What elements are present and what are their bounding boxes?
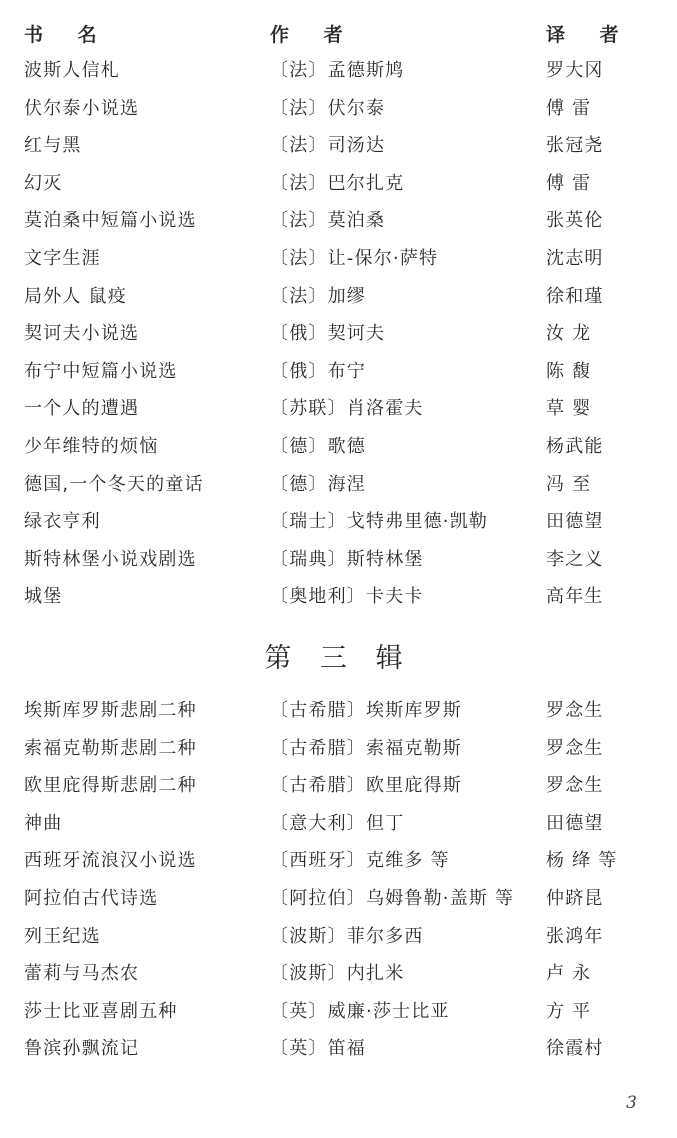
book-row	[0, 172, 677, 210]
author-column-header: 作 者	[270, 24, 357, 46]
book-title: 契诃夫小说选	[24, 323, 140, 345]
book-translator: 张冠尧	[546, 135, 604, 157]
book-translator: 田德望	[546, 812, 604, 834]
book-translator: 仲跻昆	[546, 887, 604, 909]
book-translator: 罗念生	[546, 737, 604, 759]
book-title: 文字生涯	[24, 247, 101, 269]
book-translator: 杨 绛 等	[546, 850, 618, 872]
book-translator: 李之义	[546, 548, 604, 570]
book-row	[0, 209, 677, 247]
book-translator: 罗大冈	[546, 60, 604, 81]
book-translator: 罗念生	[546, 775, 604, 797]
book-title: 城堡	[24, 586, 63, 608]
book-title: 红与黑	[24, 135, 82, 157]
page-number: 3	[626, 1093, 637, 1113]
book-author: 〔古希腊〕欧里庇得斯	[270, 775, 462, 797]
book-title: 少年维特的烦恼	[24, 435, 159, 457]
book-author: 〔波斯〕菲尔多西	[270, 925, 424, 947]
book-translator: 杨武能	[546, 435, 604, 457]
book-translator: 傅 雷	[546, 97, 592, 119]
book-row	[0, 737, 677, 775]
book-title: 伏尔泰小说选	[24, 97, 140, 119]
book-translator: 高年生	[546, 586, 604, 608]
book-author: 〔古希腊〕埃斯库罗斯	[270, 700, 462, 721]
book-row	[0, 285, 677, 323]
book-row	[0, 59, 677, 97]
book-row	[0, 774, 677, 812]
book-author: 〔法〕让-保尔·萨特	[270, 247, 439, 269]
book-translator: 徐和瑾	[546, 285, 604, 307]
book-author: 〔波斯〕内扎米	[270, 963, 405, 985]
book-row	[0, 473, 677, 511]
book-translator: 傅 雷	[546, 172, 592, 194]
book-row	[0, 887, 677, 925]
column-header-row	[0, 20, 677, 48]
book-author: 〔法〕加缪	[270, 285, 366, 307]
book-author: 〔意大利〕但丁	[270, 812, 405, 834]
book-translator: 草 婴	[546, 398, 592, 420]
book-title: 索福克勒斯悲剧二种	[24, 737, 197, 759]
book-row	[0, 548, 677, 586]
book-author: 〔法〕巴尔扎克	[270, 172, 405, 194]
book-row	[0, 134, 677, 172]
book-row	[0, 435, 677, 473]
book-author: 〔古希腊〕索福克勒斯	[270, 737, 462, 759]
book-row	[0, 322, 677, 360]
book-title: 斯特林堡小说戏剧选	[24, 548, 197, 570]
book-translator: 罗念生	[546, 700, 604, 721]
book-title: 局外人 鼠疫	[24, 285, 127, 307]
book-row	[0, 962, 677, 1000]
book-author: 〔瑞典〕斯特林堡	[270, 548, 424, 570]
book-title: 西班牙流浪汉小说选	[24, 850, 197, 872]
book-list-section-2	[0, 59, 677, 623]
book-row	[0, 1037, 677, 1075]
book-title: 埃斯库罗斯悲剧二种	[24, 700, 197, 721]
book-translator: 冯 至	[546, 473, 592, 495]
book-title: 一个人的遭遇	[24, 398, 140, 420]
book-title: 蕾莉与马杰农	[24, 963, 140, 985]
book-author: 〔俄〕契诃夫	[270, 323, 386, 345]
book-translator: 汝 龙	[546, 323, 592, 345]
book-author: 〔德〕海涅	[270, 473, 366, 495]
book-row	[0, 510, 677, 548]
book-author: 〔法〕孟德斯鸠	[270, 60, 405, 81]
book-row	[0, 247, 677, 285]
book-translator: 方 平	[546, 1000, 592, 1022]
book-row	[0, 585, 677, 623]
book-row	[0, 397, 677, 435]
book-row	[0, 360, 677, 398]
book-author: 〔瑞士〕戈特弗里德·凯勒	[270, 511, 489, 533]
book-translator: 张鸿年	[546, 925, 604, 947]
book-title: 幻灭	[24, 172, 63, 194]
book-title: 莎士比亚喜剧五种	[24, 1000, 178, 1022]
book-author: 〔俄〕布宁	[270, 360, 366, 382]
book-author: 〔奥地利〕卡夫卡	[270, 586, 424, 608]
book-title: 阿拉伯古代诗选	[24, 887, 159, 909]
book-author: 〔法〕司汤达	[270, 135, 386, 157]
book-author: 〔德〕歌德	[270, 435, 366, 457]
book-title: 欧里庇得斯悲剧二种	[24, 775, 197, 797]
book-author: 〔法〕莫泊桑	[270, 210, 386, 232]
book-author: 〔法〕伏尔泰	[270, 97, 386, 119]
book-title: 波斯人信札	[24, 60, 120, 81]
book-title: 鲁滨孙飘流记	[24, 1038, 140, 1060]
title-column-header: 书 名	[24, 24, 111, 46]
book-row	[0, 1000, 677, 1038]
book-translator: 陈 馥	[546, 360, 592, 382]
book-row	[0, 812, 677, 850]
book-translator: 沈志明	[546, 247, 604, 269]
section-title: 第 三 辑	[264, 643, 413, 674]
book-list-section-3	[0, 699, 677, 1075]
book-title: 莫泊桑中短篇小说选	[24, 210, 197, 232]
book-title: 德国,一个冬天的童话	[24, 473, 204, 495]
book-title: 布宁中短篇小说选	[24, 360, 178, 382]
book-row	[0, 849, 677, 887]
book-row	[0, 925, 677, 963]
book-author: 〔英〕威廉·莎士比亚	[270, 1000, 450, 1022]
book-title: 绿衣亨利	[24, 511, 101, 533]
book-title: 列王纪选	[24, 925, 101, 947]
book-row	[0, 699, 677, 737]
translator-column-header: 译 者	[546, 24, 633, 46]
book-author: 〔英〕笛福	[270, 1038, 366, 1060]
book-title: 神曲	[24, 812, 63, 834]
book-translator: 张英伦	[546, 210, 604, 232]
book-author: 〔西班牙〕克维多 等	[270, 850, 450, 872]
book-translator: 田德望	[546, 511, 604, 533]
book-translator: 卢 永	[546, 963, 592, 985]
book-author: 〔阿拉伯〕乌姆鲁勒·盖斯 等	[270, 887, 515, 909]
book-row	[0, 97, 677, 135]
book-translator: 徐霞村	[546, 1038, 604, 1060]
book-author: 〔苏联〕肖洛霍夫	[270, 398, 424, 420]
